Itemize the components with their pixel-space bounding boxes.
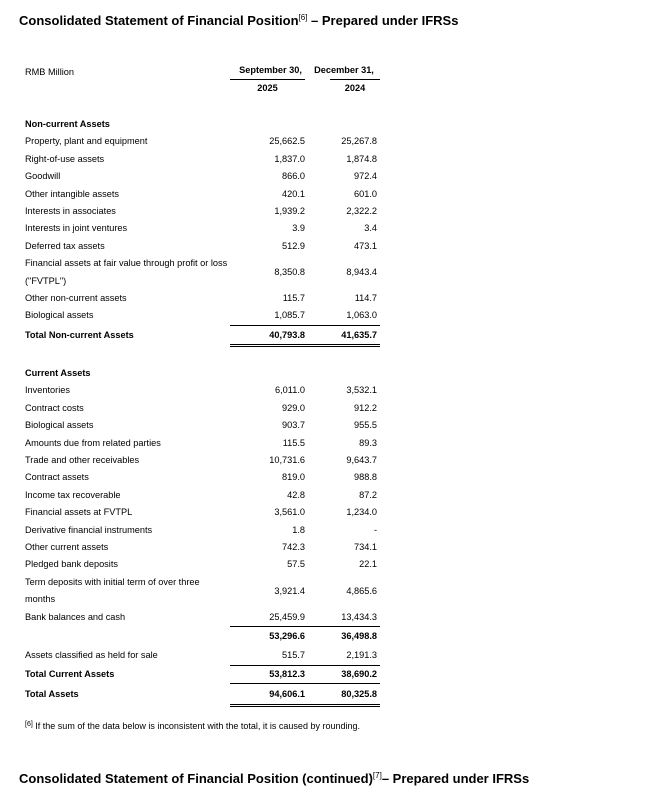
table-row: [25, 382, 385, 399]
row-label: Biological assets: [25, 420, 94, 431]
row-value-2025: 742.3: [282, 542, 305, 552]
footnote: [25, 721, 360, 731]
table-row: [25, 539, 385, 556]
row-value-2025: 115.7: [282, 292, 305, 303]
row-value-2025: 1,939.2: [274, 205, 305, 216]
row-label: Derivative financial instruments: [25, 524, 153, 535]
title-suffix: – Prepared under IFRSs: [307, 13, 459, 28]
row-label: Interests in joint ventures: [25, 223, 128, 234]
section-heading-label: Non-current Assets: [25, 119, 110, 129]
table-row: [25, 400, 385, 417]
footnote-ref: [7]: [372, 771, 382, 780]
table-row: [25, 504, 385, 521]
table-row: [25, 522, 385, 539]
table-row: [25, 133, 385, 150]
section-heading-label: Current Assets: [25, 368, 91, 379]
row-label: Financial assets at fair value through profit or loss ("FVTPL"): [25, 258, 228, 286]
row-label: Trade and other receivables: [25, 455, 140, 466]
table-row: [25, 186, 385, 203]
total-label: Total Current Assets: [25, 668, 115, 679]
row-value-2025: 515.7: [282, 650, 305, 661]
table-row: [25, 574, 385, 609]
table-row: [25, 290, 385, 307]
table-row: [25, 255, 385, 290]
row-value-2025: 57.5: [287, 559, 305, 570]
row-value-2024: 9,643.7: [346, 455, 377, 466]
row-label: Other current assets: [25, 542, 109, 552]
row-value-2025: 6,011.0: [275, 385, 305, 396]
row-value-2024: 22.1: [359, 559, 377, 570]
total-value-2025: 53,812.3: [269, 668, 305, 679]
subtotal-row: [25, 628, 385, 645]
row-label: Amounts due from related parties: [25, 437, 161, 448]
total-value-2024: 38,690.2: [341, 668, 377, 679]
row-label: Deferred tax assets: [25, 240, 105, 251]
row-value-2024: 1,874.8: [346, 153, 377, 164]
row-label: Property, plant and equipment: [25, 136, 148, 147]
title-suffix: – Prepared under IFRSs: [381, 771, 530, 786]
row-label: Income tax recoverable: [25, 489, 121, 500]
row-value-2024: 601.0: [354, 188, 377, 199]
row-label: Financial assets at FVTPL: [25, 507, 133, 518]
table-row: [25, 556, 385, 573]
row-value-2024: 87.2: [359, 489, 377, 500]
title-text: Consolidated Statement of Financial Position: [19, 13, 299, 28]
row-value-2025: 903.7: [282, 420, 305, 431]
row-value-2025: 8,350.8: [274, 267, 305, 278]
row-value-2024: 988.8: [354, 472, 377, 483]
row-value-2025: 929.0: [282, 402, 305, 413]
table-row: [25, 307, 385, 324]
unit-label: RMB Million: [25, 67, 75, 77]
table-row: [25, 452, 385, 469]
row-label: Other intangible assets: [25, 188, 119, 199]
total-row: [25, 666, 385, 683]
row-value-2025: 10,731.6: [269, 455, 305, 466]
financial-statement-table: [25, 60, 385, 707]
table-row: [25, 487, 385, 504]
row-value-2025: 1,837.0: [274, 153, 305, 164]
grand-total-label: Total Assets: [25, 689, 79, 700]
table-row: [25, 151, 385, 168]
row-value-2024: 1,234.0: [346, 507, 377, 518]
row-label: Contract assets: [25, 472, 89, 483]
grand-total-value-2025: 94,606.1: [269, 689, 305, 700]
total-label: Total Non-current Assets: [25, 329, 134, 340]
row-label: Other non-current assets: [25, 292, 127, 303]
row-value-2025: 1,085.7: [274, 310, 305, 321]
row-label: Biological assets: [25, 310, 94, 321]
table-row: [25, 469, 385, 486]
row-value-2025: 115.5: [282, 437, 305, 448]
table-header: [25, 60, 385, 98]
column-year-1: 2025: [230, 79, 305, 97]
page-title: [19, 13, 458, 28]
row-value-2024: 8,943.4: [346, 267, 377, 278]
table-row: [25, 168, 385, 185]
section-heading: [25, 365, 385, 382]
subtotal-value-2025: 53,296.6: [269, 630, 305, 641]
row-value-2024: 2,322.2: [346, 205, 377, 216]
total-value-2024: 41,635.7: [341, 329, 377, 340]
row-value-2025: 42.8: [287, 489, 305, 500]
row-value-2024: 2,191.3: [346, 650, 377, 661]
column-year-2: 2024: [330, 79, 380, 97]
row-value-2025: 420.1: [282, 188, 305, 199]
footnote-text: If the sum of the data below is inconsistent with the total, it is caused by rounding.: [32, 721, 360, 731]
row-value-2024: 1,063.0: [346, 310, 377, 321]
title-text: Consolidated Statement of Financial Position (continued): [19, 771, 373, 786]
total-row: [25, 327, 385, 344]
grand-total-row: [25, 686, 385, 703]
row-label: Inventories: [25, 385, 70, 396]
row-value-2025: 3,921.4: [274, 585, 305, 596]
row-value-2024: 912.2: [354, 402, 377, 413]
row-value-2025: 512.9: [282, 240, 305, 251]
next-section-title: [19, 771, 529, 786]
row-label: Contract costs: [25, 402, 84, 413]
table-row: [25, 203, 385, 220]
row-value-2025: 25,662.5: [269, 136, 305, 147]
row-value-2024: 13,434.3: [341, 611, 377, 622]
grand-total-value-2024: 80,325.8: [341, 689, 377, 700]
table-row: [25, 647, 385, 664]
section-heading: [25, 116, 385, 133]
row-value-2024: 3,532.1: [346, 385, 377, 396]
row-value-2025: 25,459.9: [269, 611, 305, 622]
row-label: Pledged bank deposits: [25, 559, 118, 570]
row-value-2025: 819.0: [282, 472, 305, 483]
total-value-2025: 40,793.8: [269, 329, 305, 340]
column-header-1: September 30,: [239, 65, 302, 75]
row-label: Right-of-use assets: [25, 153, 105, 164]
row-value-2024: -: [373, 524, 377, 535]
row-label: Interests in associates: [25, 205, 116, 216]
row-value-2024: 473.1: [354, 240, 377, 251]
column-header-2: December 31,: [314, 65, 374, 75]
subtotal-value-2024: 36,498.8: [341, 630, 377, 641]
row-label: Bank balances and cash: [25, 611, 126, 622]
table-row: [25, 417, 385, 434]
footnote-ref: [6]: [25, 721, 33, 728]
row-value-2025: 3,561.0: [274, 507, 305, 518]
row-label: Assets classified as held for sale: [25, 650, 158, 661]
row-value-2024: 114.7: [354, 292, 377, 303]
row-label: Term deposits with initial term of over three months: [25, 576, 200, 605]
row-value-2024: 4,865.6: [346, 585, 377, 596]
row-label: Goodwill: [25, 171, 61, 182]
row-value-2024: 89.3: [359, 437, 377, 448]
row-value-2024: 955.5: [354, 420, 377, 431]
table-row: [25, 220, 385, 237]
table-row: [25, 435, 385, 452]
footnote-ref: [6]: [298, 13, 308, 22]
row-value-2024: 3.4: [364, 223, 377, 234]
row-value-2024: 734.1: [354, 542, 377, 552]
row-value-2025: 1.8: [292, 524, 305, 535]
row-value-2025: 866.0: [282, 171, 305, 182]
table-row: [25, 609, 385, 626]
row-value-2024: 25,267.8: [341, 136, 377, 147]
row-value-2024: 972.4: [354, 171, 377, 182]
table-row: [25, 238, 385, 255]
row-value-2025: 3.9: [292, 223, 305, 234]
